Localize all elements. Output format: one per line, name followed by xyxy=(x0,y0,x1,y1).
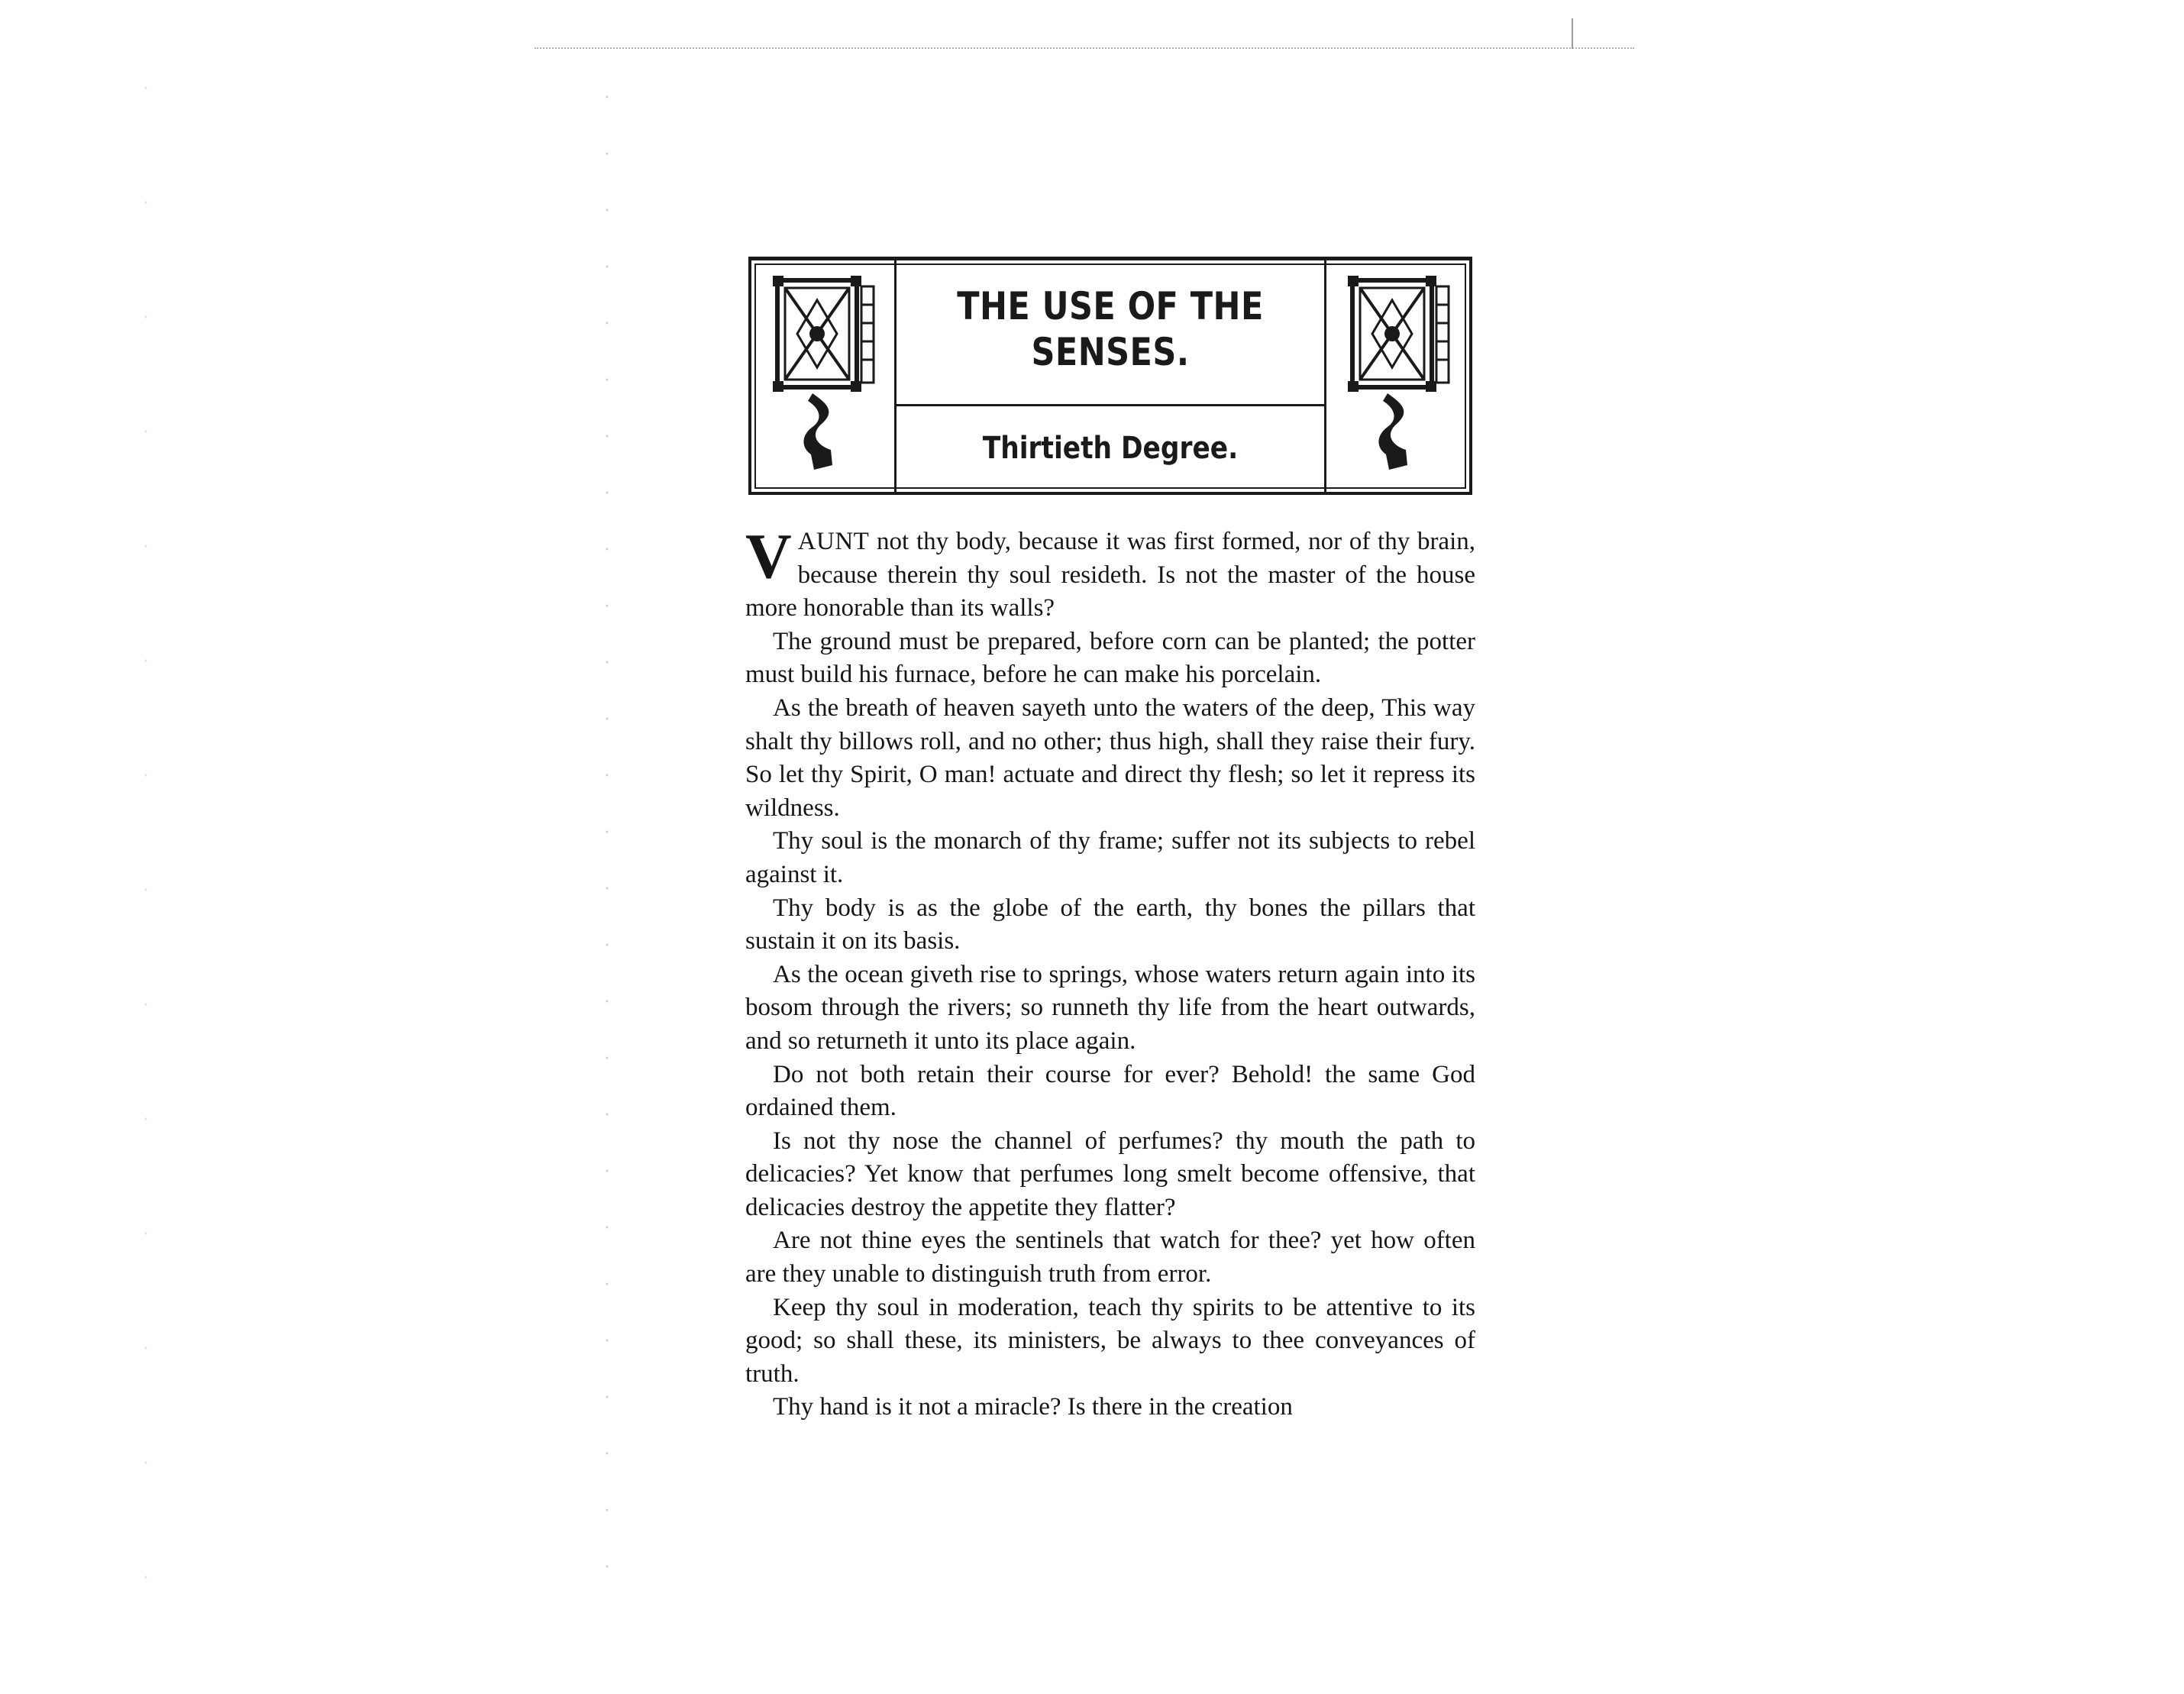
chapter-header-box xyxy=(748,257,1472,495)
header-center-panel xyxy=(897,260,1324,492)
paragraph: Thy hand is it not a miracle? Is there in the creation xyxy=(773,1393,1293,1421)
paragraph-text: not thy body, because it was first formed, nor of thy brain, because therein thy soul resideth. Is not the master of the house more honorable than its walls? xyxy=(745,528,1475,622)
header-right-panel xyxy=(1324,260,1469,492)
paragraph: As the ocean giveth rise to springs, whose waters return again into its bosom through the rivers; so runneth thy life from the heart outwards, and so returneth it unto its place again. xyxy=(745,960,1475,1055)
paragraph: Thy body is as the globe of the earth, thy bones the pillars that sustain it on its basis. xyxy=(745,894,1475,955)
drop-cap: V xyxy=(745,521,792,592)
header-left-panel xyxy=(751,260,897,492)
scan-artifact-tick xyxy=(1572,18,1573,49)
paragraph: Are not thine eyes the sentinels that watch for thee? yet how often are they unable to distinguish truth from error. xyxy=(745,1227,1475,1288)
chapter-body xyxy=(745,521,1475,1424)
masonic-emblem-icon xyxy=(767,274,881,480)
paragraph: The ground must be prepared, before corn can be planted; the potter must build his furnace, before he can make his porcelain. xyxy=(745,627,1475,689)
scan-artifact-edge-dots xyxy=(141,31,150,1604)
paragraph: Is not thy nose the channel of perfumes? thy mouth the path to delicacies? Yet know that perfumes long smelt become offensive, that delicacies destroy the appetite they flatter? xyxy=(745,1127,1475,1221)
paragraph xyxy=(745,521,1475,626)
paragraph: Thy soul is the monarch of thy frame; suffer not its subjects to rebel against it. xyxy=(745,827,1475,888)
scan-artifact-top-line xyxy=(535,47,1634,49)
masonic-emblem-icon xyxy=(1342,274,1456,480)
paragraph: As the breath of heaven sayeth unto the waters of the deep, This way shalt thy billows roll, and no other; thus high, shall they raise their fury. So let thy Spirit, O man! actuate and direct thy flesh; so let it repress its wildness. xyxy=(745,693,1475,822)
scan-artifact-margin-dots xyxy=(596,69,619,1612)
paragraph: Do not both retain their course for ever? Behold! the same God ordained them. xyxy=(745,1060,1475,1122)
paragraph: Keep thy soul in moderation, teach thy spirits to be attentive to its good; so shall these, its ministers, be always to thee conveyances of truth. xyxy=(745,1293,1475,1388)
chapter-title: THE USE OF THE SENSES. xyxy=(957,284,1264,374)
opening-small-caps: AUNT xyxy=(797,528,870,555)
header-divider xyxy=(897,404,1324,406)
chapter-subtitle: Thirtieth Degree. xyxy=(982,431,1239,466)
